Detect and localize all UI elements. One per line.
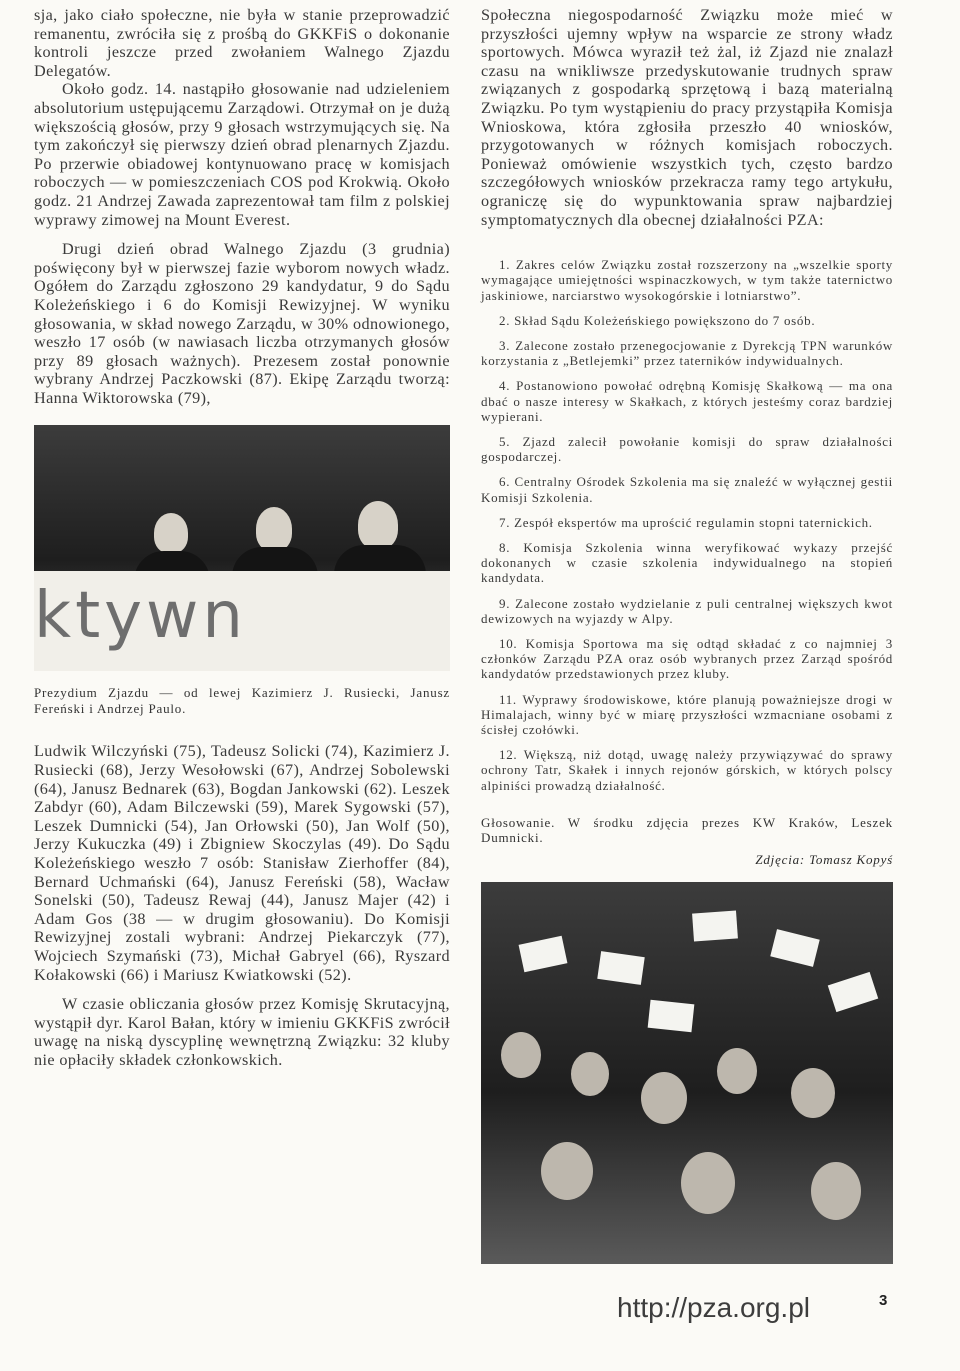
banner-lettering: ktywn <box>34 579 247 654</box>
list-item: 11. Wyprawy środowiskowe, które planują poważniejsze drogi w Himalajach, winny być w miarę przyszłości wzmacniane osobami z ścisłej czołówki. <box>481 691 893 737</box>
left-paragraph-3: Drugi dzień obrad Walnego Zjazdu (3 grudnia) poświęcony był w pierwszej fazie wyborom nowych władz. Ogółem do Zarządu zgłoszono 29 kandydatur, 9 do Sądu Koleżeńskiego i 6 do Komisji Rewizyjnej. W wyniku głosowania, w skład nowego Zarządu, w 30% odnowionego, weszło 17 osób (w nawiasach liczba otrzymanych głosów przy 89 głosach ważnych). Prezesem został ponownie wybrany Andrzej Paczkowski (87). Ekipę Zarządu tworzą: Hanna Wiktorowska (79), <box>34 240 450 407</box>
left-paragraph-4: Ludwik Wilczyński (75), Tadeusz Solicki (74), Kazimierz J. Rusiecki (68), Jerzy Wesołowski (67), Andrzej Sobolewski (64), Janusz Bednarek (63), Bogdan Jankowski (62). Leszek Zabdyr (60), Adam Bilczewski (59), Marek Sygowski (57), Leszek Dumnicki (54), Jan Orłowski (50), Jan Wolf (50), Jerzy Kukuczka (49) i Zbigniew Skoczylas (49). Do Sądu Koleżeńskiego weszło 7 osób: Stanisław Zierhoffer (84), Bernard Uchmański (64), Janusz Fereński (58), Wacław Sonelski (50), Tadeusz Rewaj (44), Janusz Majer (42) i Adam Gos (38 — w drugim głosowaniu). Do Komisji Rewizyjnej zostali wybrani: Andrzej Piekarczyk (77), Wojciech Szymański (73), Michał Gabryel (66), Ryszard Kołakowski (66) i Mariusz Kwiatkowski (52). <box>34 742 450 984</box>
list-item: 2. Skład Sądu Koleżeńskiego powiększono do 7 osób. <box>499 312 816 328</box>
voting-photo-caption: Głosowanie. W środku zdjęcia prezes KW Kraków, Leszek Dumnicki. <box>481 814 893 846</box>
voting-photo <box>481 882 893 1264</box>
left-paragraph-5: W czasie obliczania głosów przez Komisję Skrutacyjną, wystąpił dyr. Karol Bałan, który w imieniu GKKFiS zwrócił uwagę na niską dyscyplinę wewnętrzną Związku: 32 kluby nie opłaciły składek członkowskich. <box>34 995 450 1069</box>
list-item: 8. Komisja Szkolenia winna weryfikować wykazy przejść dokonanych w czasie szkolenia indywidualnego na stopień kandydata. <box>481 539 893 586</box>
left-paragraph-1: sja, jako ciało społeczne, nie była w stanie przeprowadzić remanentu, zwróciła się z prośbą do GKKFiS o dokonanie kontroli jeszcze przed zwołaniem Walnego Zjazdu Delegatów. <box>34 6 450 80</box>
list-item: 4. Postanowiono powołać odrębną Komisję Skałkową — ma ona dbać o nasze interesy w Skałkach, z których jesteśmy coraz bardziej wypierani. <box>481 378 893 424</box>
presidium-photo <box>34 425 450 671</box>
list-item: 3. Zalecone zostało przenegocjowanie z Dyrekcją TPN warunków korzystania z „Betlejemki” przez taterników indywidualnych. <box>481 337 893 369</box>
list-item: 12. Większą, niż dotąd, uwagę należy przywiązywać do sprawy ochrony Tatr, Skałek i innych rejonów górskich, w których polscy alpiniści prowadzą działalność. <box>481 747 893 793</box>
source-url[interactable]: http://pza.org.pl <box>617 1292 811 1323</box>
right-paragraph-1: Społeczna niegospodarność Związku może mieć w przyszłości ujemny wpływ na wsparcie ze strony władz sportowych. Mówca wyraził też żal, iż Zjazd nie znalazł czasu na wnikliwsze przedyskutowanie trudnych spraw związanych z gospodarką sprzętową i bazą materialną Związku. Po tym wystąpieniu do pracy przystąpiła Komisja Wnioskowa, która zgłosiła przeszło 40 wniosków, przygotowanych w różnych komisjach roboczych. Ponieważ omówienie wszystkich tych, często bardzo szczegółowych wniosków przekracza ramy tego artykułu, ograniczę się do wypunktowania spraw najbardziej symptomatycznych dla obecnej działalności PZA: <box>481 6 893 229</box>
list-item: 10. Komisja Sportowa ma się odtąd składać z co najmniej 3 członków Zarządu PZA oraz osób wybranych przez Zarząd spośród kandydatów przedstawionych przez kluby. <box>481 635 893 682</box>
list-item: 6. Centralny Ośrodek Szkolenia ma się znaleźć w wyłącznej gestii Komisji Szkolenia. <box>481 474 893 505</box>
photo-credit: Zdjęcia: Tomasz Kopyś <box>755 851 893 867</box>
right-column <box>481 6 893 1264</box>
list-item: 7. Zespół ekspertów ma uprościć regulamin stopni taternickich. <box>499 514 873 530</box>
list-item: 5. Zjazd zalecił powołanie komisji do spraw działalności gospodarczej. <box>481 433 893 465</box>
list-item: 9. Zalecone zostało wydzielanie z puli centralnej większych kwot dewizowych na wyjazdy w Alpy. <box>481 595 893 626</box>
resolutions-list <box>481 257 893 793</box>
left-column <box>34 6 450 1070</box>
page-number: 3 <box>879 1292 888 1309</box>
list-item: 1. Zakres celów Związku został rozszerzony na „wszelkie sporty wymagające umiejętności wspinaczkowych, w tym także taternictwo jaskiniowe, narciarstwo wysokogórskie i lotniarstwo”. <box>481 257 893 303</box>
presidium-photo-caption: Prezydium Zjazdu — od lewej Kazimierz J. Rusiecki, Janusz Fereński i Andrzej Paulo. <box>34 685 450 716</box>
left-paragraph-2: Około godz. 14. nastąpiło głosowanie nad udzieleniem absolutorium ustępującemu Zarządowi. Otrzymał on je dużą większością głosów, przy 9 głosach wstrzymujących się. Na tym zakończył się pierwszy dzień obrad plenarnych Zjazdu. Po przerwie obiadowej kontynuowano pracę w komisjach roboczych — w pomieszczeniach COS pod Krokwią. Około godz. 21 Andrzej Zawada zaprezentował tam film z polskiej wyprawy zimowej na Mount Everest. <box>34 80 450 229</box>
